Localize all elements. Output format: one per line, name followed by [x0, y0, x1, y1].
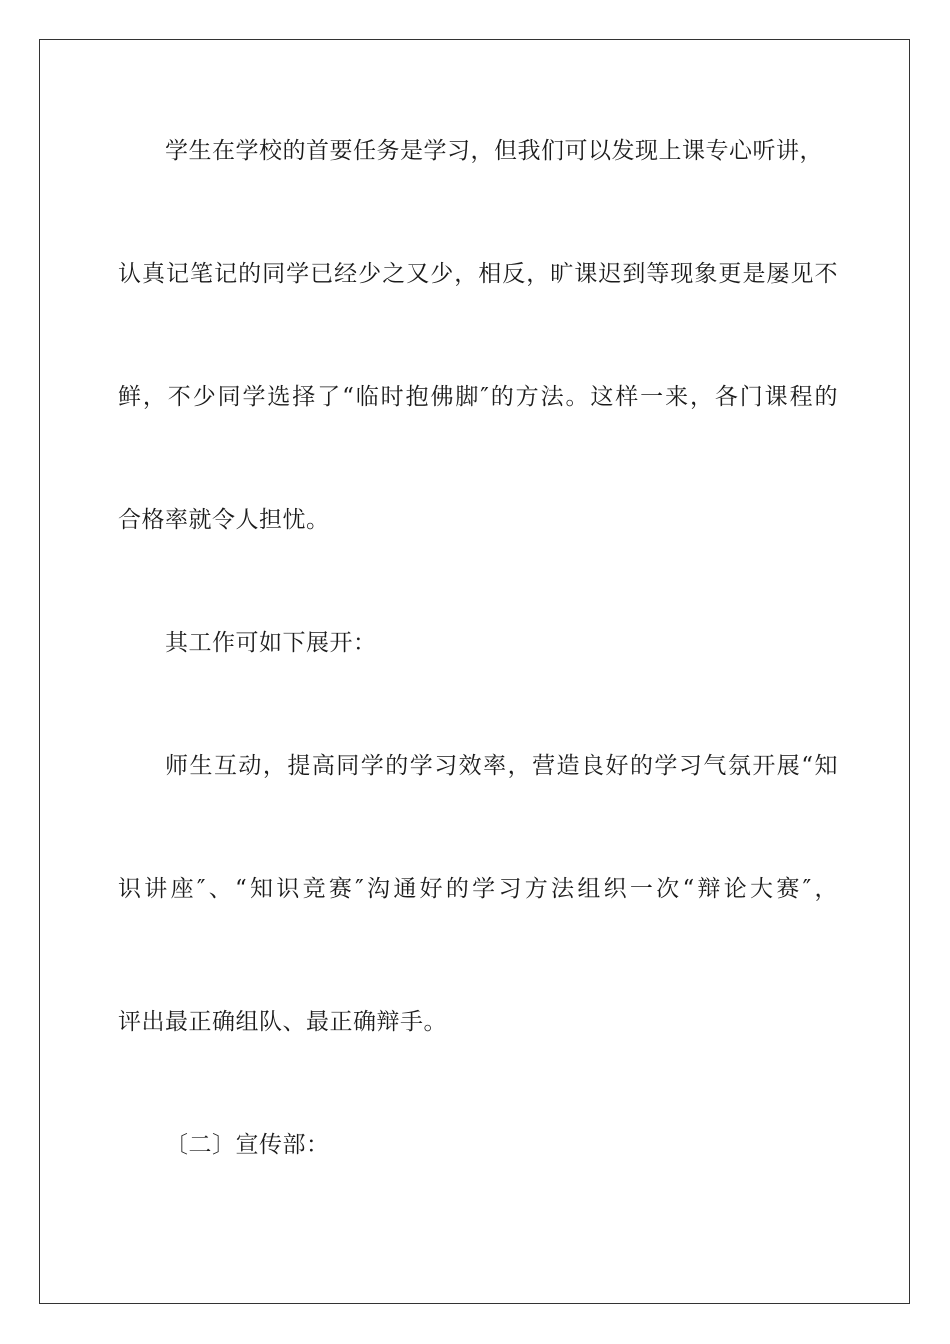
paragraph-3-line-3: 评出最正确组队、最正确辩手。: [118, 1009, 447, 1035]
paragraph-2-line-1: 其工作可如下展开：: [165, 630, 377, 656]
paragraph-1-line-1: 学生在学校的首要任务是学习，但我们可以发现上课专心听讲，: [165, 138, 823, 164]
paragraph-1-line-2: 认真记笔记的同学已经少之又少，相反，旷课迟到等现象更是屡见不: [118, 261, 838, 287]
paragraph-3-line-2: 识讲座″、“知识竞赛″沟通好的学习方法组织一次“辩论大赛″，: [118, 876, 838, 902]
paragraph-1-line-3: 鲜，不少同学选择了“临时抱佛脚″的方法。这样一来，各门课程的: [118, 384, 838, 410]
paragraph-3-line-1: 师生互动，提高同学的学习效率，营造良好的学习气氛开展“知: [165, 753, 838, 779]
section-heading: 〔二〕宣传部：: [165, 1132, 330, 1158]
paragraph-1-line-4: 合格率就令人担忧。: [118, 507, 330, 533]
page-border: [39, 39, 910, 1304]
